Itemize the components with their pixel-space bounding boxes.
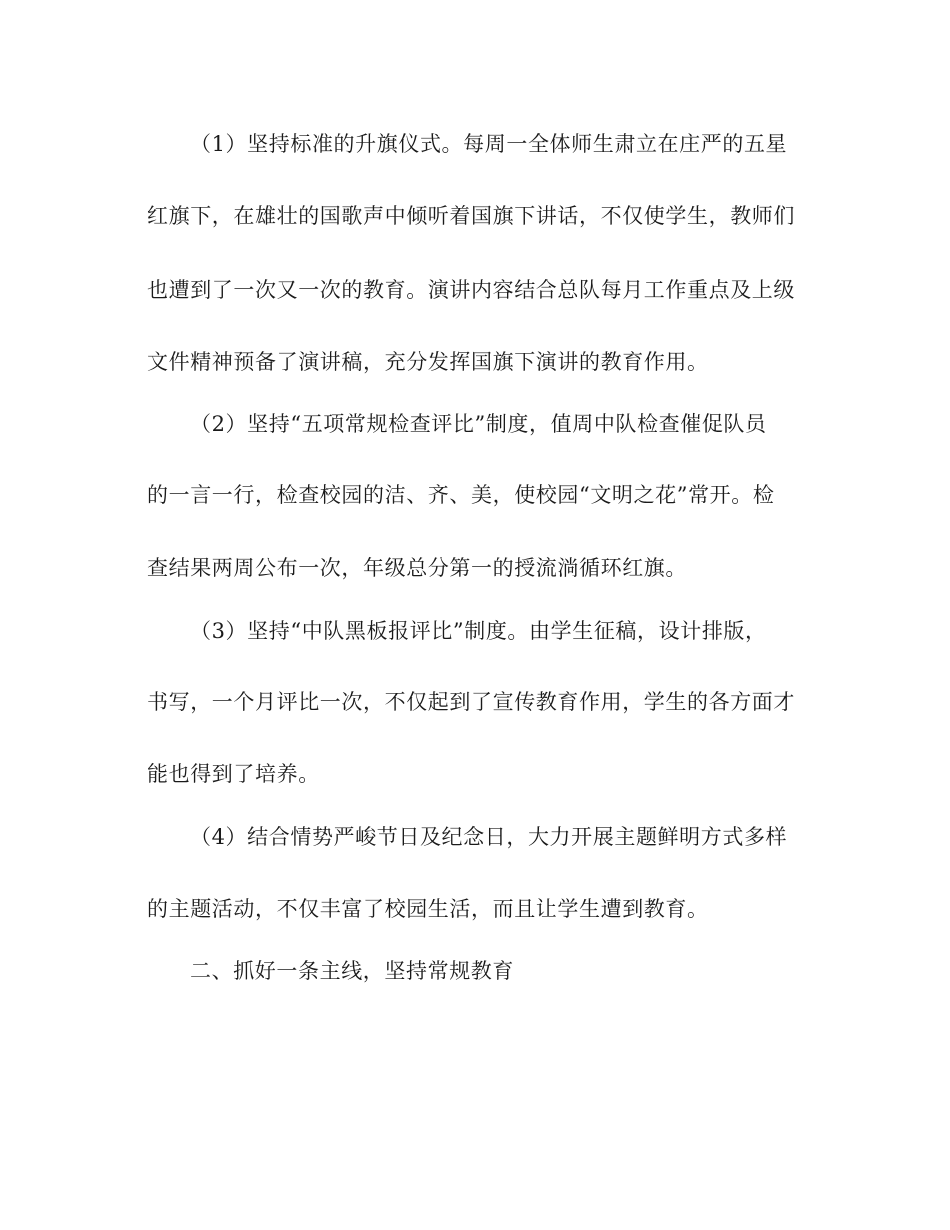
paragraph-4-line-2: 的主题活动，不仅丰富了校园生活，而且让学生遭到教育。: [147, 897, 709, 921]
paragraph-2-line-3: 查结果两周公布一次，年级总分第一的授流淌循环红旗。: [147, 556, 687, 580]
paragraph-3-line-3: 能也得到了培养。: [147, 762, 320, 786]
paragraph-3-line-2: 书写，一个月评比一次，不仅起到了宣传教育作用，学生的各方面才: [147, 690, 795, 714]
paragraph-1-line-4: 文件精神预备了演讲稿，充分发挥国旗下演讲的教育作用。: [147, 350, 709, 374]
section-heading: 二、抓好一条主线，坚持常规教育: [190, 959, 514, 983]
paragraph-4-line-1: （4）结合情势严峻节日及纪念日，大力开展主题鲜明方式多样: [190, 825, 788, 849]
paragraph-1-line-1: （1）坚持标准的升旗仪式。每周一全体师生肃立在庄严的五星: [190, 132, 788, 156]
paragraph-2-line-2: 的一言一行，检查校园的洁、齐、美，使校园“文明之花”常开。检: [147, 483, 775, 507]
paragraph-1-line-3: 也遭到了一次又一次的教育。演讲内容结合总队每月工作重点及上级: [147, 278, 795, 302]
paragraph-2-line-1: （2）坚持“五项常规检查评比”制度，值周中队检查催促队员: [190, 412, 767, 436]
paragraph-1-line-2: 红旗下，在雄壮的国歌声中倾听着国旗下讲话，不仅使学生，教师们: [147, 204, 795, 228]
paragraph-3-line-1: （3）坚持“中队黑板报评比”制度。由学生征稿，设计排版，: [190, 619, 767, 643]
